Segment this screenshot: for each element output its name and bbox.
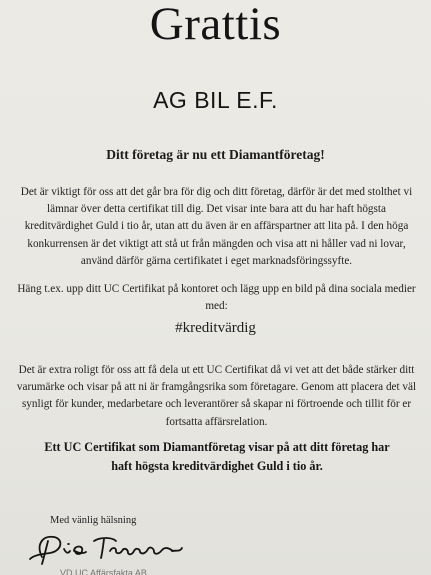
subheading: Ditt företag är nu ett Diamantföretag! <box>106 147 325 162</box>
greeting: Med vänlig hälsning <box>50 515 137 526</box>
benefit-paragraph: Det är extra roligt för oss att få dela ut ett UC Certifikat då vi vet att det både stärker ditt varumärke och visar på att ni är framgångsrika som företagare. Genom att placera det väl synligt för kunder, medarbetare och leverantörer så skapar ni förtroende och tillit för er fortsatta affärsrelation. <box>16 364 417 428</box>
intro-paragraph: Det är viktigt för oss att det går bra för dig och ditt företag, därför är det med stolthet vi lämnar över detta certifikat till dig. Det visar inte bara att du har haft högsta kreditvärdighet Guld i tio år, utan att du även är en affärspartner att lita på. I den höga konkurrensen är det viktigt att stå ut från mängden och visa att ni håller vad ni lovar, använd därför gärna certifikatet i eget marknadsföringssyfte. <box>20 186 413 267</box>
closing-statement: Ett UC Certifikat som Diamantföretag visar på att ditt företag har haft högsta kreditvärdighet Guld i tio år. <box>44 440 390 473</box>
signatory-title: VD UC Affärsfakta AB <box>60 568 147 575</box>
share-paragraph: Häng t.ex. upp ditt UC Certifikat på kontoret och lägg upp en bild på dina sociala medier med: <box>17 283 416 313</box>
company-name: AG BIL E.F. <box>153 87 278 113</box>
hashtag: #kreditvärdig <box>175 320 256 336</box>
signature <box>28 527 188 567</box>
headline: Grattis <box>149 0 282 50</box>
